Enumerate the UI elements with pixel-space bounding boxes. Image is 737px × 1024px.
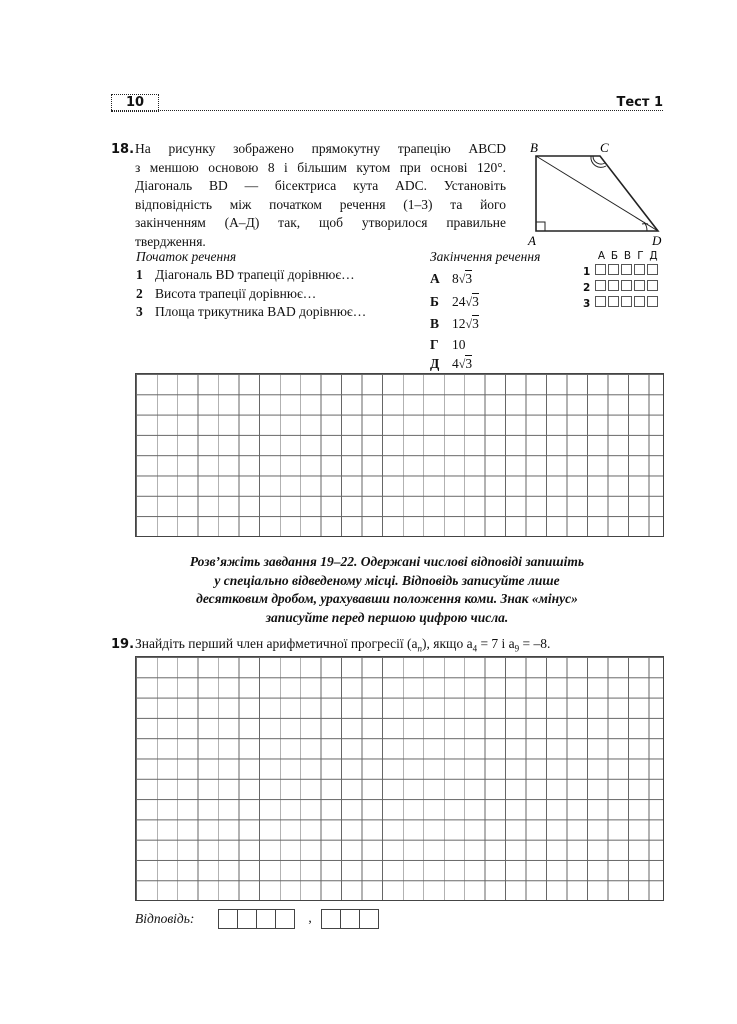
answer-row: 1 (583, 264, 660, 278)
ending-item: Б 24√3 (430, 293, 479, 309)
task-18-line: відповідність між початком речення (1–3) та його (135, 196, 506, 212)
task-18-line: закінченням (А–Д) так, щоб утворилося правильне (135, 215, 506, 230)
answer-cell[interactable] (595, 264, 606, 275)
task-18-line: з меншою основою 8 і більшим кутом при основі 120°. (135, 159, 506, 175)
answer-digits (218, 908, 378, 929)
instruction-line: у спеціально відведеному місці. Відповідь записуйте лише (214, 572, 560, 588)
task-18-text (135, 140, 506, 251)
ending-item: В 12√3 (430, 316, 479, 331)
right-angle-mark (536, 222, 545, 231)
answer-row: 2 (583, 280, 660, 294)
answer-cell[interactable] (621, 296, 632, 307)
answer-row: 3 (583, 296, 660, 310)
answer-cell[interactable] (608, 296, 619, 307)
instruction-line: десятковим дробом, урахувавши положення коми. Знак «мінус» (196, 591, 578, 606)
scratch-grid[interactable] (135, 373, 664, 537)
task-18-line: На рисунку зображено прямокутну трапецію ABCD (135, 141, 506, 156)
digit-box[interactable] (340, 909, 360, 929)
task-18-line: твердження. (135, 233, 206, 249)
task-18-line: Діагональ BD — бісектриса кута ADC. Установіть (135, 178, 506, 193)
endings-list (430, 268, 479, 375)
beginning-item: 3 Площа трикутника BAD дорівнює… (136, 304, 367, 319)
answer-cell[interactable] (608, 280, 619, 291)
answer-label: Відповідь: (135, 911, 195, 926)
test-label: Тест 1 (616, 95, 663, 110)
answer-cell[interactable] (647, 280, 658, 291)
answer-cell[interactable] (634, 280, 645, 291)
beginnings-title: Початок речення (136, 249, 237, 264)
answer-cell[interactable] (634, 264, 645, 275)
beginning-item: 1 Діагональ BD трапеції дорівнює… (136, 267, 355, 282)
instruction-line: Розв’яжіть завдання 19–22. Одержані числові відповіді запишіть (189, 554, 585, 569)
task-18-number: 18. (111, 142, 135, 157)
digit-box[interactable] (321, 909, 341, 929)
label-a: A (528, 233, 536, 248)
scratch-grid[interactable] (135, 656, 664, 901)
label-b: B (530, 140, 538, 155)
beginnings-list (136, 266, 366, 322)
ending-item: А 8√3 (430, 271, 473, 286)
decimal-comma: , (308, 910, 312, 926)
instruction-line: записуйте перед першою цифрою числа. (265, 609, 509, 625)
answer-matrix-header: А Б В Г Д (597, 250, 658, 262)
digit-box[interactable] (275, 909, 295, 929)
instructions (111, 553, 663, 627)
ending-item: Г 10 (430, 336, 466, 352)
digit-box[interactable] (256, 909, 276, 929)
answer-cell[interactable] (647, 264, 658, 275)
task-19-text: Знайдіть перший член арифметичної прогресії $(a_n)$, якщо $a_4 = 7$ і $a_9 = -8$. (135, 636, 551, 654)
label-d: D (652, 233, 662, 248)
endings-title: Закінчення речення (430, 249, 541, 264)
digit-box[interactable] (218, 909, 238, 929)
label-c: C (600, 140, 609, 155)
task-19-number: 19. (111, 637, 135, 652)
digit-box[interactable] (359, 909, 379, 929)
page-number: 10 (111, 94, 159, 112)
beginning-item: 2 Висота трапеції дорівнює… (136, 285, 317, 301)
trapezoid-figure (520, 138, 670, 250)
answer-cell[interactable] (621, 264, 632, 275)
answer-cell[interactable] (595, 296, 606, 307)
ending-item: Д 4√3 (430, 355, 473, 371)
header-rule (111, 110, 663, 111)
diagonal-bd (536, 156, 658, 231)
answer-cell[interactable] (647, 296, 658, 307)
answer-cell[interactable] (634, 296, 645, 307)
digit-box[interactable] (237, 909, 257, 929)
answer-cell[interactable] (595, 280, 606, 291)
answer-cell[interactable] (608, 264, 619, 275)
answer-cell[interactable] (621, 280, 632, 291)
